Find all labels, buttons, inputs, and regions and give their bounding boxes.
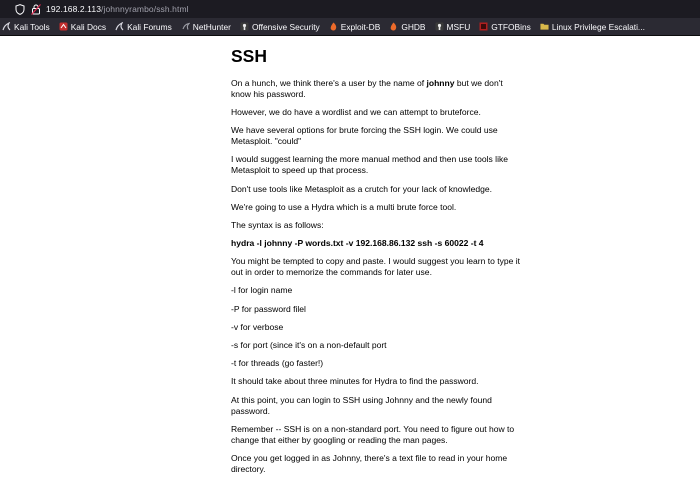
username-bold: johnny — [426, 78, 455, 88]
option-port: -s for port (since it's on a non-default port — [231, 340, 387, 351]
url-path: /johnnyrambo/ssh.html — [101, 4, 189, 14]
shield-icon[interactable] — [14, 3, 26, 15]
bookmark-label: Offensive Security — [251, 21, 320, 32]
address-bar[interactable] — [0, 0, 700, 18]
bookmark-nethunter[interactable] — [181, 22, 231, 32]
page-title: SSH — [231, 46, 267, 66]
ghdb-icon — [389, 22, 398, 31]
bookmark-exploit-db[interactable] — [329, 22, 381, 32]
paragraph-wordlist: However, we do have a wordlist and we can attempt to bruteforce. — [231, 107, 481, 118]
paragraph-duration: It should take about three minutes for Hydra to find the password. — [231, 376, 479, 387]
url-host: 192.168.2.113 — [46, 4, 102, 14]
bookmark-label: Kali Docs — [70, 21, 107, 32]
exploit-db-icon — [329, 22, 338, 31]
folder-icon — [540, 22, 549, 31]
option-threads: -t for threads (go faster!) — [231, 358, 324, 369]
bookmark-label: NetHunter — [192, 21, 231, 32]
insecure-lock-icon[interactable] — [30, 3, 42, 15]
paragraph-home-directory: Once you get logged in as Johnny, there's a text file to read in your home directory. — [231, 452, 508, 474]
msfu-icon — [435, 22, 444, 31]
bookmarks-toolbar — [0, 18, 700, 36]
bookmark-gtfobins[interactable] — [479, 22, 531, 32]
paragraph-syntax: The syntax is as follows: — [231, 219, 324, 230]
bookmark-label: GHDB — [401, 21, 426, 32]
paragraph-copy-paste: You might be tempted to copy and paste. I would suggest you learn to type it out in order to memorize the commands for later use. — [231, 256, 521, 278]
kali-dragon-icon — [115, 22, 124, 31]
option-password-file: -P for password filel — [231, 303, 306, 314]
bookmark-kali-forums[interactable] — [115, 22, 172, 32]
url-text[interactable] — [46, 4, 189, 14]
bookmark-label: GTFOBins — [491, 21, 531, 32]
text: On a hunch, we think there's a user by the name of — [231, 78, 427, 88]
bookmark-label: Linux Privilege Escalati... — [551, 21, 645, 32]
bookmark-msfu[interactable] — [435, 22, 471, 32]
kali-dragon-icon — [2, 22, 11, 31]
bookmark-kali-tools[interactable] — [2, 22, 50, 32]
text: but we don't know his password. — [231, 78, 503, 99]
option-verbose: -v for verbose — [231, 321, 284, 332]
bookmark-linux-privilege-escalation[interactable] — [540, 22, 645, 32]
gtfobins-icon — [479, 22, 488, 31]
paragraph-login: At this point, you can login to SSH using Johnny and the newly found password. — [231, 394, 492, 416]
paragraph-port-reminder: Remember -- SSH is on a non-standard port. You need to figure out how to change that either by googling or reading the man pages. — [231, 423, 515, 445]
hydra-command: hydra -l johnny -P words.txt -v 192.168.86.132 ssh -s 60022 -t 4 — [231, 238, 484, 249]
paragraph-hydra: We're going to use a Hydra which is a multi brute force tool. — [231, 201, 457, 212]
nethunter-icon — [181, 22, 190, 31]
bookmark-label: Kali Forums — [127, 21, 172, 32]
offsec-icon — [240, 22, 249, 31]
bookmark-ghdb[interactable] — [389, 22, 425, 32]
bookmark-label: Kali Tools — [14, 21, 50, 32]
option-login: -l for login name — [231, 285, 293, 296]
bookmark-label: MSFU — [446, 21, 471, 32]
page-content — [231, 37, 521, 482]
bookmark-offensive-security[interactable] — [240, 22, 320, 32]
bookmark-label: Exploit-DB — [340, 21, 381, 32]
paragraph-options: We have several options for brute forcing the SSH login. We could use Metasploit. "could" — [231, 125, 498, 147]
paragraph-crutch: Don't use tools like Metasploit as a crutch for your lack of knowledge. — [231, 183, 493, 194]
bookmark-kali-docs[interactable] — [59, 22, 106, 32]
paragraph-hunch — [231, 78, 521, 100]
kali-docs-icon — [59, 22, 68, 31]
paragraph-suggestion: I would suggest learning the more manual method and then use tools like Metasploit to speed up that process. — [231, 154, 508, 176]
